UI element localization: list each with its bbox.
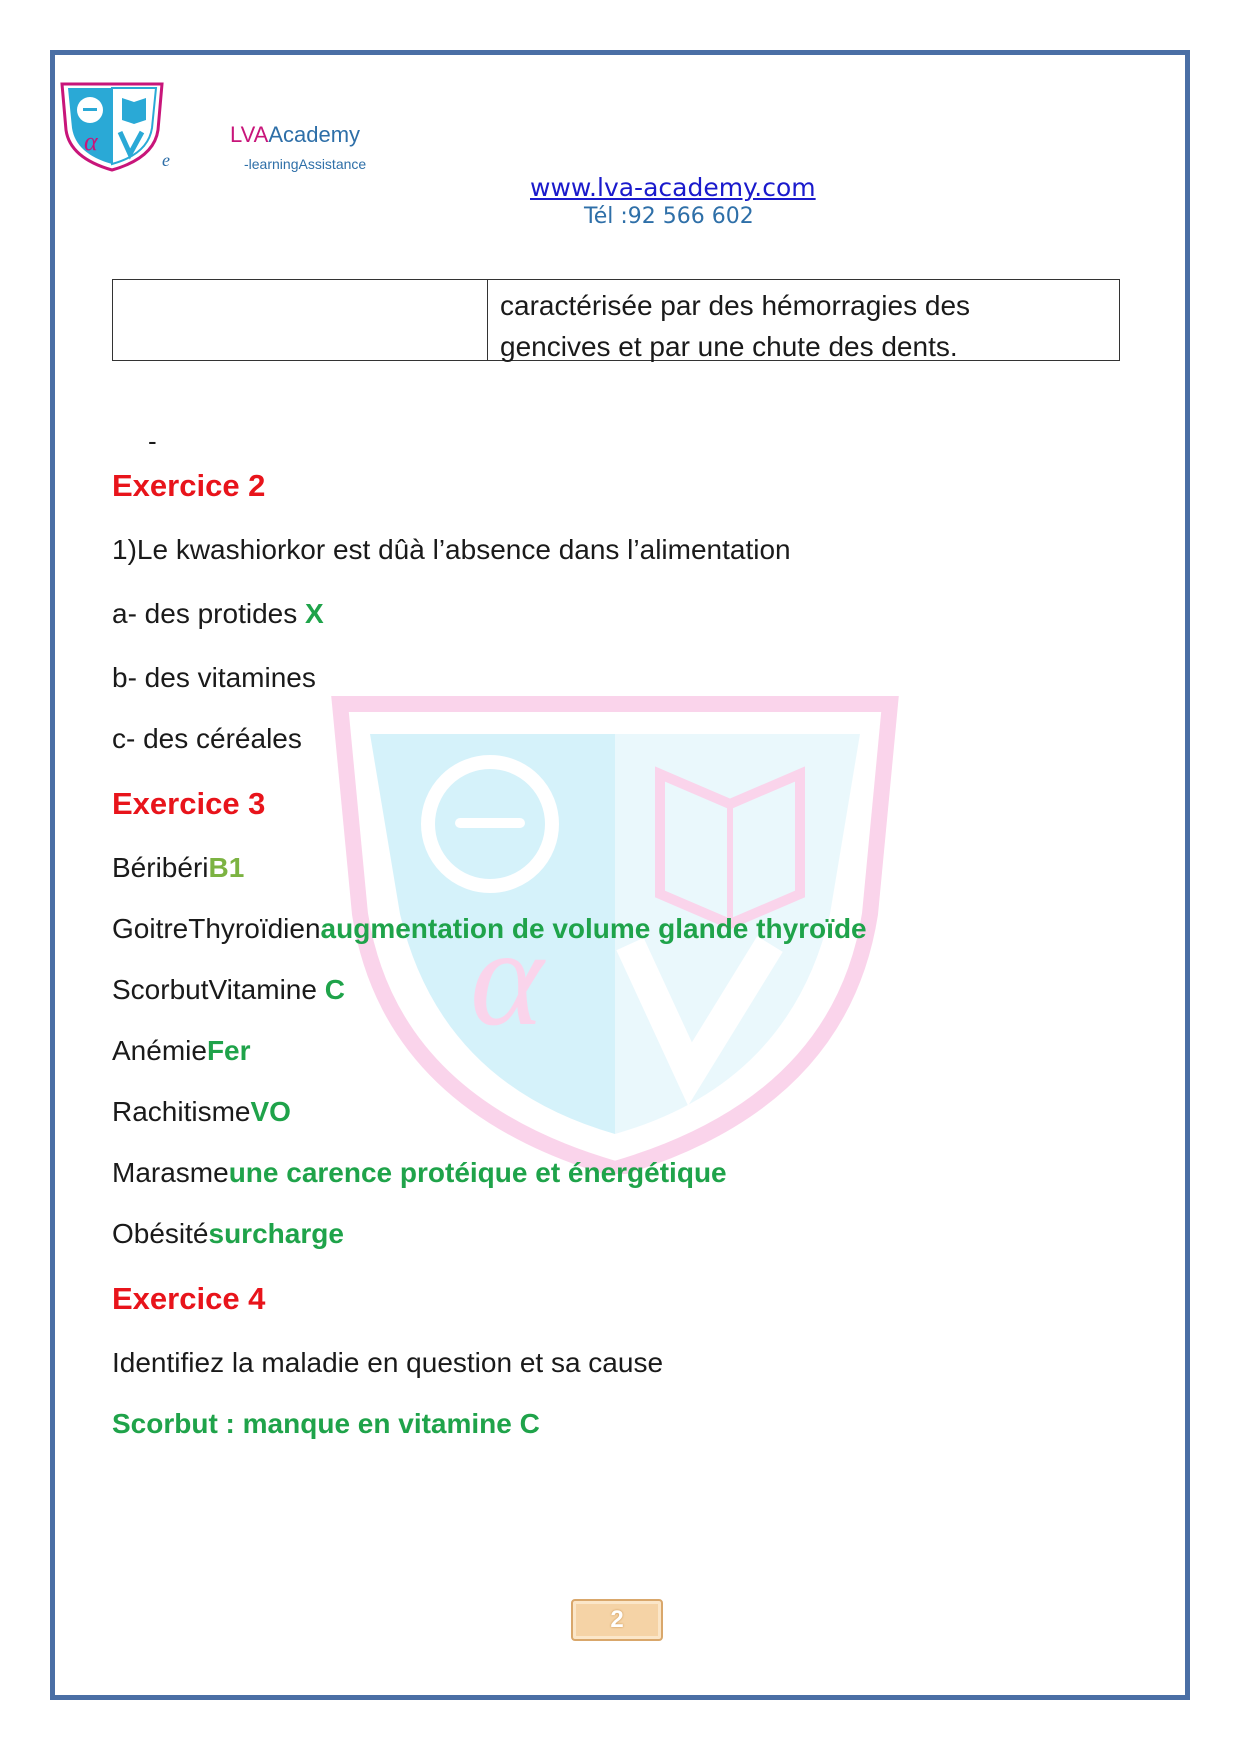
pair-anemie: AnémieFer <box>112 1035 251 1066</box>
brand-tagline: -learningAssistance <box>244 156 367 172</box>
page-number: 2 <box>571 1599 663 1641</box>
exercice-2-heading: Exercice 2 <box>112 468 266 503</box>
exercice-4-heading: Exercice 4 <box>112 1281 266 1316</box>
exercice-4-answer: Scorbut : manque en vitamine C <box>112 1408 540 1439</box>
option-a-mark: X <box>305 598 324 629</box>
phone-number: Tél :92 566 602 <box>584 204 754 229</box>
pair-marasme: Marasmeune carence protéique et énergétique <box>112 1157 727 1188</box>
option-a: a- des protides X <box>112 598 324 629</box>
website-link[interactable]: www.lva-academy.com <box>530 173 816 202</box>
answer-table <box>112 279 1120 361</box>
pair-goitre: GoitreThyroïdienaugmentation de volume glande thyroïde <box>112 913 867 944</box>
table-cell-line: gencives et par une chute des dents. <box>500 331 958 362</box>
option-b: b- des vitamines <box>112 662 316 693</box>
brand-academy: Academy <box>268 122 361 147</box>
exercice-3-heading: Exercice 3 <box>112 786 266 821</box>
table-cell-right <box>488 280 1119 360</box>
dash-marker: - <box>148 426 157 456</box>
svg-text:α: α <box>84 127 98 156</box>
brand-name <box>230 122 360 148</box>
exercice-2-question: 1)Le kwashiorkor est dûà l’absence dans l’alimentation <box>112 534 791 565</box>
logo-e-letter: e <box>162 150 170 170</box>
pair-scorbut: ScorbutVitamine C <box>112 974 345 1005</box>
pair-obesite: Obésitésurcharge <box>112 1218 344 1249</box>
exercice-4-question: Identifiez la maladie en question et sa cause <box>112 1347 664 1378</box>
pair-rachitisme: RachitismeVO <box>112 1096 291 1127</box>
lva-logo <box>58 80 166 172</box>
table-cell-line: caractérisée par des hémorragies des <box>500 290 971 321</box>
brand-lva: LVA <box>230 122 269 147</box>
pair-beriberi: BéribériB1 <box>112 852 245 883</box>
svg-text:α: α <box>470 900 544 1055</box>
table-cell-left <box>113 280 488 360</box>
option-c: c- des céréales <box>112 723 302 754</box>
